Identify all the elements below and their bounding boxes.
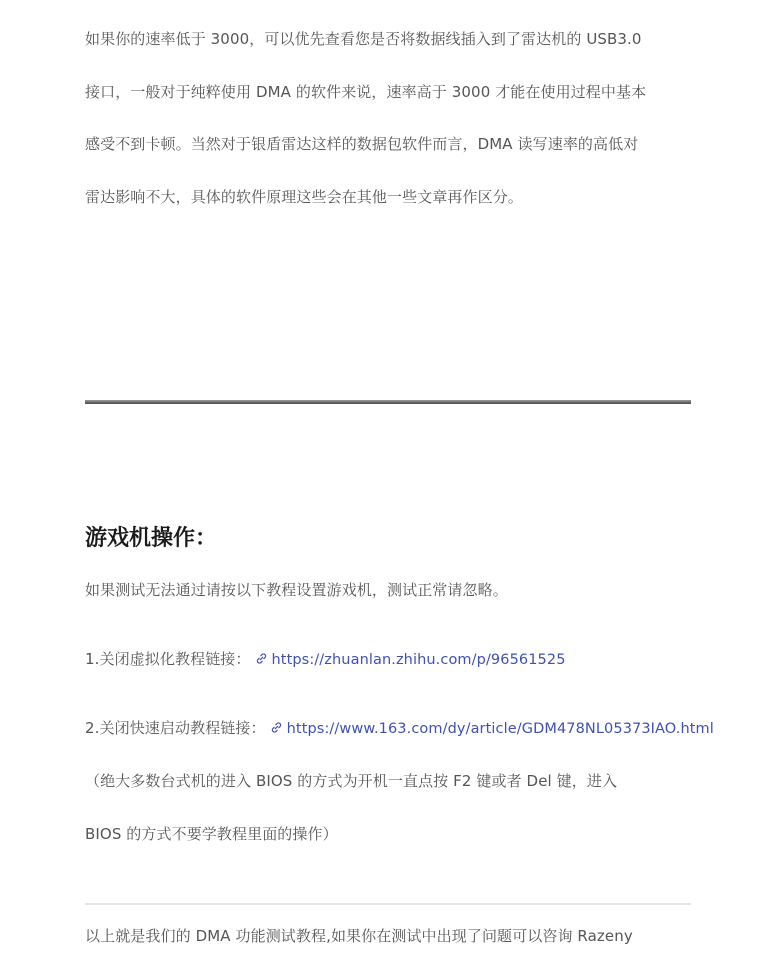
step-1-label: 1.关闭虚拟化教程链接： [85,650,251,668]
section-description: 如果测试无法通过请按以下教程设置游戏机，测试正常请忽略。 [85,581,508,599]
intro-line-1: 如果你的速率低于 3000，可以优先查看您是否将数据线插入到了雷达机的 USB3.0 [85,30,642,48]
intro-line-4: 雷达影响不大，具体的软件原理这些会在其他一些文章再作区分。 [85,188,523,206]
step-2 [85,718,714,739]
step-2-url[interactable]: https://www.163.com/dy/article/GDM478NL05373IAO.html [286,721,714,737]
note-line-1: （绝大多数台式机的进入 BIOS 的方式为开机一直点按 F2 键或者 Del 键，进入 [85,772,618,790]
step-1-url[interactable]: https://zhuanlan.zhihu.com/p/96561525 [271,652,566,668]
link-icon [255,652,268,665]
intro-line-2: 接口，一般对于纯粹使用 DMA 的软件来说，速率高于 3000 才能在使用过程中基本 [85,83,647,101]
section-title: 游戏机操作： [85,526,218,551]
intro-line-3: 感受不到卡顿。当然对于银盾雷达这样的数据包软件而言，DMA 读写速率的高低对 [85,135,639,153]
note-line-2: BIOS 的方式不要学教程里面的操作） [85,825,338,843]
link-icon [270,721,283,734]
step-1-link[interactable] [251,652,566,668]
footer-divider [85,903,691,905]
step-1 [85,649,566,670]
step-2-label: 2.关闭快速启动教程链接： [85,719,266,737]
step-2-link[interactable] [266,721,714,737]
section-divider [85,400,691,404]
footer-text: 以上就是我们的 DMA 功能测试教程,如果你在测试中出现了问题可以咨询 Razeny [85,927,633,945]
